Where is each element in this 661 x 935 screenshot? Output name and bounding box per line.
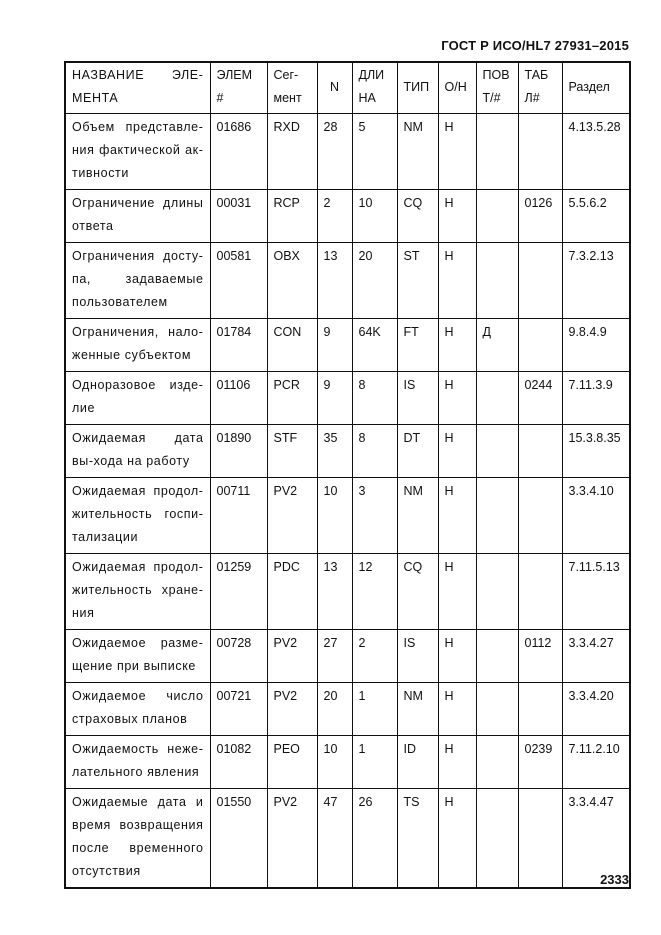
cell-tab — [518, 789, 562, 889]
cell-elem: 00031 — [210, 190, 267, 243]
cell-name: Ограничения, нало-женные субъектом — [65, 319, 210, 372]
table-row — [65, 478, 630, 554]
table-row — [65, 630, 630, 683]
column-header: ТАБ Л# — [518, 62, 562, 114]
table-row — [65, 789, 630, 889]
cell-len: 1 — [352, 736, 397, 789]
column-header: ДЛИ НА — [352, 62, 397, 114]
cell-oh: Н — [438, 630, 476, 683]
cell-section: 15.3.8.35 — [562, 425, 630, 478]
cell-section: 7.11.2.10 — [562, 736, 630, 789]
cell-name: Ограничение длины ответа — [65, 190, 210, 243]
cell-len: 8 — [352, 372, 397, 425]
cell-segment: PDC — [267, 554, 317, 630]
cell-oh: Н — [438, 372, 476, 425]
cell-n: 2 — [317, 190, 352, 243]
cell-segment: PV2 — [267, 683, 317, 736]
cell-segment: RCP — [267, 190, 317, 243]
cell-segment: PV2 — [267, 789, 317, 889]
document-code: ГОСТ Р ИСО/HL7 27931–2015 — [441, 38, 629, 53]
cell-rep — [476, 114, 518, 190]
cell-elem: 01890 — [210, 425, 267, 478]
cell-len: 10 — [352, 190, 397, 243]
cell-segment: PCR — [267, 372, 317, 425]
cell-segment: PEO — [267, 736, 317, 789]
cell-section: 7.3.2.13 — [562, 243, 630, 319]
cell-oh: Н — [438, 425, 476, 478]
cell-section: 3.3.4.20 — [562, 683, 630, 736]
column-header: ПОВ Т/# — [476, 62, 518, 114]
cell-elem: 00711 — [210, 478, 267, 554]
cell-type: NM — [397, 114, 438, 190]
cell-len: 1 — [352, 683, 397, 736]
page-number: 2333 — [600, 872, 629, 887]
table-row — [65, 114, 630, 190]
cell-type: FT — [397, 319, 438, 372]
table-row — [65, 190, 630, 243]
cell-n: 28 — [317, 114, 352, 190]
cell-name: Ожидаемое число страховых планов — [65, 683, 210, 736]
cell-len: 20 — [352, 243, 397, 319]
cell-tab: 0244 — [518, 372, 562, 425]
cell-len: 5 — [352, 114, 397, 190]
cell-oh: Н — [438, 190, 476, 243]
cell-n: 10 — [317, 736, 352, 789]
cell-oh: Н — [438, 243, 476, 319]
cell-section: 4.13.5.28 — [562, 114, 630, 190]
cell-type: CQ — [397, 554, 438, 630]
cell-elem: 00721 — [210, 683, 267, 736]
cell-n: 47 — [317, 789, 352, 889]
table-row — [65, 554, 630, 630]
cell-oh: Н — [438, 736, 476, 789]
cell-type: DT — [397, 425, 438, 478]
cell-section: 7.11.3.9 — [562, 372, 630, 425]
cell-elem: 00581 — [210, 243, 267, 319]
cell-elem: 01259 — [210, 554, 267, 630]
cell-n: 13 — [317, 243, 352, 319]
table-row — [65, 683, 630, 736]
cell-n: 20 — [317, 683, 352, 736]
cell-tab — [518, 478, 562, 554]
cell-tab: 0112 — [518, 630, 562, 683]
cell-type: IS — [397, 372, 438, 425]
cell-rep — [476, 372, 518, 425]
cell-oh: Н — [438, 554, 476, 630]
column-header: ТИП — [397, 62, 438, 114]
cell-section: 3.3.4.27 — [562, 630, 630, 683]
table-row — [65, 319, 630, 372]
cell-section: 3.3.4.10 — [562, 478, 630, 554]
column-header: НАЗВАНИЕ ЭЛЕ-МЕНТА — [65, 62, 210, 114]
cell-section: 9.8.4.9 — [562, 319, 630, 372]
cell-oh: Н — [438, 478, 476, 554]
cell-section: 3.3.4.47 — [562, 789, 630, 889]
cell-tab: 0239 — [518, 736, 562, 789]
table-row — [65, 425, 630, 478]
cell-rep — [476, 190, 518, 243]
cell-name: Ожидаемая дата вы-хода на работу — [65, 425, 210, 478]
table-row — [65, 243, 630, 319]
cell-rep — [476, 736, 518, 789]
cell-segment: PV2 — [267, 630, 317, 683]
cell-name: Ожидаемая продол-жительность госпи-тализации — [65, 478, 210, 554]
cell-len: 2 — [352, 630, 397, 683]
cell-elem: 01550 — [210, 789, 267, 889]
cell-type: NM — [397, 478, 438, 554]
cell-n: 9 — [317, 372, 352, 425]
cell-tab — [518, 319, 562, 372]
cell-name: Ожидаемое разме-щение при выписке — [65, 630, 210, 683]
cell-len: 64K — [352, 319, 397, 372]
cell-rep — [476, 683, 518, 736]
cell-type: IS — [397, 630, 438, 683]
column-header: ЭЛЕМ # — [210, 62, 267, 114]
cell-type: ID — [397, 736, 438, 789]
column-header: О/Н — [438, 62, 476, 114]
cell-rep — [476, 554, 518, 630]
cell-tab — [518, 554, 562, 630]
cell-len: 3 — [352, 478, 397, 554]
cell-oh: Н — [438, 683, 476, 736]
cell-elem: 01686 — [210, 114, 267, 190]
cell-type: CQ — [397, 190, 438, 243]
cell-n: 13 — [317, 554, 352, 630]
cell-n: 9 — [317, 319, 352, 372]
cell-oh: Н — [438, 114, 476, 190]
column-header: Сег-мент — [267, 62, 317, 114]
column-header: N — [317, 62, 352, 114]
table-row — [65, 372, 630, 425]
table-row — [65, 736, 630, 789]
cell-n: 27 — [317, 630, 352, 683]
cell-segment: OBX — [267, 243, 317, 319]
cell-rep — [476, 789, 518, 889]
cell-tab — [518, 683, 562, 736]
cell-name: Объем представле-ния фактической ак-тивности — [65, 114, 210, 190]
cell-oh: Н — [438, 319, 476, 372]
cell-segment: RXD — [267, 114, 317, 190]
cell-elem: 01106 — [210, 372, 267, 425]
cell-rep: Д — [476, 319, 518, 372]
cell-elem: 01784 — [210, 319, 267, 372]
cell-oh: Н — [438, 789, 476, 889]
cell-len: 8 — [352, 425, 397, 478]
cell-name: Одноразовое изде-лие — [65, 372, 210, 425]
cell-rep — [476, 630, 518, 683]
cell-name: Ожидаемая продол-жительность хране-ния — [65, 554, 210, 630]
cell-type: ST — [397, 243, 438, 319]
cell-rep — [476, 425, 518, 478]
cell-tab — [518, 425, 562, 478]
cell-tab — [518, 243, 562, 319]
cell-segment: STF — [267, 425, 317, 478]
cell-len: 26 — [352, 789, 397, 889]
cell-elem: 00728 — [210, 630, 267, 683]
cell-segment: CON — [267, 319, 317, 372]
cell-n: 10 — [317, 478, 352, 554]
cell-tab — [518, 114, 562, 190]
cell-n: 35 — [317, 425, 352, 478]
table-body — [65, 114, 630, 889]
cell-name: Ожидаемые дата и время возвращения после временного отсутствия — [65, 789, 210, 889]
table-header-row — [65, 62, 630, 114]
cell-section: 5.5.6.2 — [562, 190, 630, 243]
cell-type: NM — [397, 683, 438, 736]
cell-name: Ограничения досту-па, задаваемые пользователем — [65, 243, 210, 319]
cell-section: 7.11.5.13 — [562, 554, 630, 630]
cell-rep — [476, 243, 518, 319]
cell-type: TS — [397, 789, 438, 889]
cell-elem: 01082 — [210, 736, 267, 789]
cell-segment: PV2 — [267, 478, 317, 554]
cell-name: Ожидаемость нежe-лательного явления — [65, 736, 210, 789]
cell-tab: 0126 — [518, 190, 562, 243]
cell-rep — [476, 478, 518, 554]
elements-table — [64, 61, 631, 889]
cell-len: 12 — [352, 554, 397, 630]
column-header: Раздел — [562, 62, 630, 114]
